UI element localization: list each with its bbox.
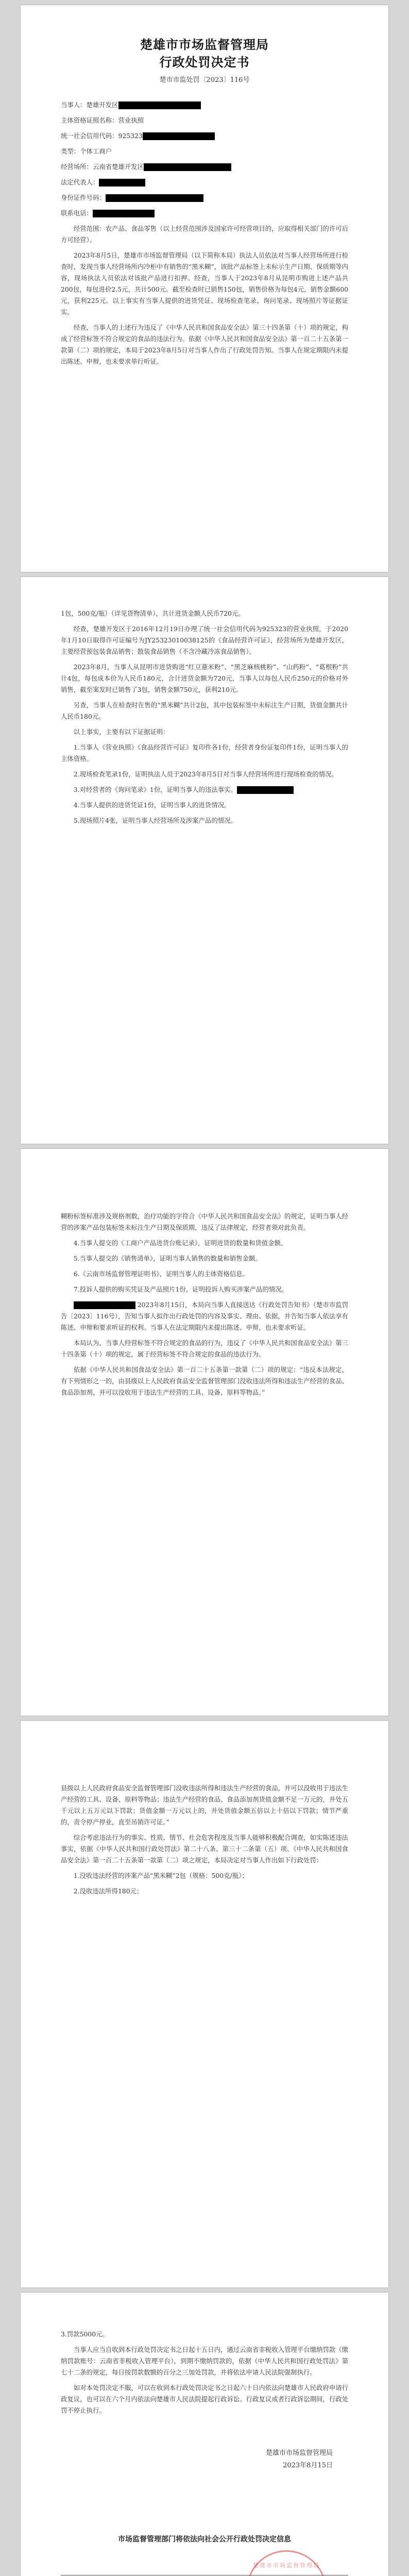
- appeal-paragraph: 如对本处罚决定不服，可以在收到本行政处罚决定书之日起六十日内依法向楚雄市人民政府申请行政复议，也可以在六个月内依法向楚雄市人民法院提起行政诉讼。行政复议或者行政诉讼期间，行政处罚不停止执行。: [61, 2384, 348, 2414]
- paragraph: 糊粉标签标准涉及规格剂数，治疗功能的字符合《中华人民共和国食品安全法》的规定，证明当事人经营的涉案产品包装标签未标注生产日期及保质期，违反了法律规定，经营者须对此负责。: [61, 1212, 348, 1231]
- paragraph: 经查，楚雄开发区于2016年12月19日办理了统一社会信用代码为925323的营业执照，于2020年1月10日取得许可证编号为JY25323010038125的《食品经营许可证》，经营场所为楚雄开发区，主要经营预包装食品销售；散装食品销售（不含冷藏冷冻食品销售）。: [61, 625, 348, 655]
- legal-rep-line: 法定代表人：: [61, 177, 348, 188]
- redaction-block: [118, 101, 201, 109]
- page-5-content: [61, 2329, 348, 2576]
- penalty-item: 1.没收违法经营的涉案产品“黑米糊”2包（规格：500克/瓶）；: [73, 1872, 248, 1879]
- payment-paragraph: 当事人应当自收到本行政处罚决定书之日起十五日内，通过云南省非税收入管理平台缴纳罚款（缴纳罚款账号：云南省非税收入管理平台），到期不缴纳罚款的，依据《中华人民共和国行政处罚法》第七十二条的规定，每日按罚款数额的百分之三加处罚款，并将依法申请人民法院强制执行。: [61, 2346, 348, 2376]
- id-number-line: 身份证件号码：: [61, 192, 348, 204]
- signature-date: 2023年8月15日: [283, 2462, 333, 2469]
- seal-text: 楚雄市市场监督管理局: [253, 2562, 320, 2569]
- credit-code-line: 统一社会信用代码：925323: [61, 130, 348, 142]
- document-page-1: [21, 5, 388, 572]
- paragraph: 综合考虑违法行为的事实、性质、情节、社会危害程度及当事人能够积极配合调查，如实陈述违法事实，依据《中华人民共和国行政处罚法》第二十八条、第三十二条第（五）项、《中华人民共和国食品安全法》第一百二十五条第一款第（二）项之规定，本局决定对当事人作出如下行政处罚：: [61, 1834, 348, 1864]
- license-line: 主体资格证照名称：营业执照: [61, 116, 144, 124]
- paragraph: 本局认为，当事人经营标签不符合规定的食品的行为，违反了《中华人民共和国食品安全法》第三十四条第（十）项的规定，属于经营标签不符合规定的食品的违法行为。: [61, 1339, 348, 1358]
- redaction-block: [93, 210, 155, 217]
- paragraph: 以上事实，主要有以下证据证明：: [73, 728, 169, 736]
- document-page-2: [21, 577, 388, 1144]
- paragraph: 4.当事人提交的《工商户产品进货台账记录》，证明进货的数量和货值金额。: [73, 1239, 287, 1247]
- page-1-content: [61, 36, 348, 541]
- document-page-4: [21, 1721, 388, 2287]
- redaction-block: [237, 786, 294, 794]
- signature-org: 楚雄市市场监督管理局: [265, 2449, 333, 2457]
- paragraph: 6.《云南市场监督管理证明书》，证明当事人的主体资格信息。: [73, 1270, 249, 1278]
- penalty-item: 2.没收违法所得180元；: [73, 1887, 143, 1895]
- evidence-item: 4.当事人提供的进货凭证1份，证明当事人的进货情况。: [73, 801, 231, 809]
- paragraph: 县级以上人民政府食品安全监督管理部门没收违法所得和违法生产经营的食品，并可以没收用于违法生产经营的工具、设备、原料等物品；违法生产经营的食品、食品添加剂货值金额不足一万元的，并处五千元以上五万元以下罚款；货值金额一万元以上的，并处货值金额五倍以上十倍以下罚款；情节严重的，责令停产停业，直至吊销许可证。”: [61, 1784, 348, 1826]
- signature-block: [61, 2447, 348, 2472]
- paragraph: 依据《中华人民共和国食品安全法》第一百二十五条第一款第（二）项的规定：“违反本法规定，有下列情形之一的，由县级以上人民政府食品安全监督管理部门没收违法所得和违法生产经营的食品、食品添加剂，并可以没收用于违法生产经营的工具、设备、原料等物品。”: [61, 1366, 348, 1396]
- evidence-item: 1.当事人《营业执照》《食品经营许可证》复印件各1份，经营者身份证复印件1份，证明当事人的主体资格。: [61, 743, 348, 762]
- evidence-item: 5.现场照片4张，证明当事人经营场所及涉案产品的情况。: [73, 817, 237, 824]
- info-disclosure-heading: 市场监督管理部门将依法向社会公开行政处罚决定信息: [118, 2535, 291, 2544]
- redaction-block: [106, 194, 203, 202]
- paragraph: 2023年8月，当事人从昆明市进货购进“红豆薏米粉”、“黑芝麻核桃粉”、“山药粉”、“葛根粉”共计4包，每包成本价为人民币180元，合计进货金额为720元，当事人以每包人民币250元的价格对外销售，截至案发时已销售了3包，销售金额750元，获利210元。: [61, 663, 348, 693]
- document-title-line2: 行政处罚决定书: [159, 55, 250, 70]
- case-facts-paragraph: 2023年8月5日，楚雄市市场监督管理局（以下简称本局）执法人员依法对当事人经营场所进行检查时，发现当事人经营场所内冷柜中有销售的“黑米糊”，该批产品标签上未标示生产日期、保质期等内容，现场执法人员依法对该批产品进行扣押。经查，当事人于2023年8月从昆明市购进上述产品共200包，每包进价2.5元，共计500元。截至检查时已销售150包，销售价格为每包4元，销售金额600元，获利225元。以上事实有当事人提供的进货凭证、现场检查笔录、询问笔录、现场照片等证据证实。: [61, 251, 348, 316]
- redaction-block: [144, 163, 231, 171]
- business-scope: 经营范围：农产品、食品零售（以上经营范围涉及国家许可经营项目的，应取得相关部门的许可后方可经营）。: [61, 225, 348, 244]
- paragraph: 5.当事人提交的《销售清单》，证明当事人销售的数量和销售金额。: [73, 1255, 262, 1262]
- page-4-content: [61, 1783, 348, 2257]
- penalty-item: 3.罚款5000元。: [61, 2330, 109, 2338]
- document-title-line1: 楚雄市市场监督管理局: [140, 37, 269, 52]
- document-page-5: [21, 2293, 388, 2576]
- paragraph: 另查，当事人在检查时在售的“黑米糊”共计2包，其中包装标签中未标注生产日期，货值金额共计人民币180元。: [61, 701, 348, 720]
- redaction-block: [74, 1301, 135, 1309]
- document-number: 楚市市监处罚〔2023〕116号: [159, 76, 250, 84]
- document-page-3: [21, 1149, 388, 1716]
- evidence-item: 2.现场检查笔录1份，证明执法人员于2023年8月5日对当事人经营场所进行现场检查的情况。: [73, 770, 338, 778]
- paragraph: 7.投诉人提供的购买凭证及产品照片1份，证明投诉人购买涉案产品的情况。: [73, 1285, 288, 1293]
- party-line: 当事人：楚雄开发区: [61, 99, 348, 111]
- redaction-block: [143, 132, 215, 140]
- paragraph: 1包，500克/瓶）（详见货物清单），共计进货金额人民币720元。: [61, 609, 245, 617]
- evidence-item: 3.对经营者的《询问笔录》1份，证明当事人的违法事实。: [61, 784, 348, 795]
- type-line: 类型：个体工商户: [61, 147, 112, 155]
- address-line: 经营场所：云南省楚雄开发区: [61, 161, 348, 173]
- page-2-content: [61, 608, 348, 1113]
- redaction-block: [99, 179, 145, 187]
- case-law-paragraph: 经查，当事人的上述行为违反了《中华人民共和国食品安全法》第三十四条第（十）项的规定，构成了经营标签不符合规定的食品的违法行为。依据《中华人民共和国食品安全法》第一百二十五条第一款第（二）项的规定，本局于2023年8月5日对当事人作出了行政处罚告知。当事人在规定期限内未提出陈述、申辩，也未要求举行听证。: [61, 324, 348, 365]
- phone-line: 联系电话：: [61, 208, 348, 219]
- page-3-content: [61, 1211, 348, 1685]
- paragraph: 2023年8月15日，本局向当事人直接送达《行政处罚告知书》（楚市市监罚告〔2023〕116号），告知当事人拟作出行政处罚的内容及事实、理由、依据，并告知当事人依法享有陈述、申辩和要求听证的权利。当事人在法定期限内未提出陈述、申辩，也未要求听证。: [61, 1301, 348, 1331]
